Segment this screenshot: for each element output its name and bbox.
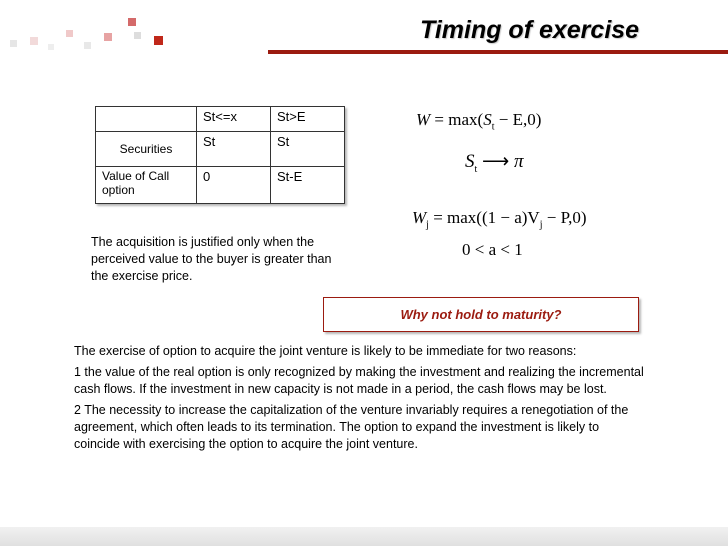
footer-bar xyxy=(0,527,728,546)
table-header-cell xyxy=(96,107,197,132)
table-cell: St xyxy=(197,132,271,167)
decor-square xyxy=(30,37,38,45)
paragraph: The exercise of option to acquire the joint venture is likely to be immediate for two reasons: xyxy=(74,344,577,358)
decor-square xyxy=(154,36,163,45)
formula-joint-venture: $W_j = \max((1 - a)V_j - P,0)$ xyxy=(412,208,587,231)
decor-square xyxy=(66,30,73,37)
title-underline xyxy=(268,50,728,54)
formula-call-value: $W = \max(S_t - E,0)$ xyxy=(416,110,542,133)
table-row-label: Value of Call option xyxy=(96,167,197,204)
arrow-icon: ⟶ xyxy=(482,151,510,172)
table-row xyxy=(96,167,345,204)
question-box xyxy=(323,297,639,332)
body-text xyxy=(74,343,644,457)
table-header-cell: St>E xyxy=(271,107,345,132)
decor-square xyxy=(128,18,136,26)
decor-square xyxy=(104,33,112,41)
table-header-row xyxy=(96,107,345,132)
decor-square xyxy=(84,42,91,49)
formula-st-arrow-pi: $S_t$ ⟶ π xyxy=(465,151,524,175)
table-cell: St xyxy=(271,132,345,167)
decor-square xyxy=(48,44,54,50)
decor-square xyxy=(10,40,17,47)
paragraph: 1 the value of the real option is only recognized by making the investment and realizing the incremental cash flows. If the investment in new capacity is not made in a period, the cash flows may be lost. xyxy=(74,365,644,396)
table-header-cell: St<=x xyxy=(197,107,271,132)
paragraph: 2 The necessity to increase the capitalization of the venture invariably requires a renegotiation of the agreement, which often leads to its termination. The option to expand the investment is likely to coincide with exercising the option to acquire the joint venture. xyxy=(74,403,629,451)
table-row xyxy=(96,132,345,167)
payoff-table xyxy=(95,106,345,204)
question-text: Why not hold to maturity? xyxy=(400,307,562,322)
decor-square xyxy=(134,32,141,39)
formula-a-range: 0 < a < 1 xyxy=(462,240,523,259)
acquisition-note: The acquisition is justified only when the perceived value to the buyer is greater than the exercise price. xyxy=(91,235,332,283)
table-cell: St-E xyxy=(271,167,345,204)
page-title: Timing of exercise xyxy=(420,16,640,44)
table-row-label: Securities xyxy=(96,132,197,167)
table-cell: 0 xyxy=(197,167,271,204)
